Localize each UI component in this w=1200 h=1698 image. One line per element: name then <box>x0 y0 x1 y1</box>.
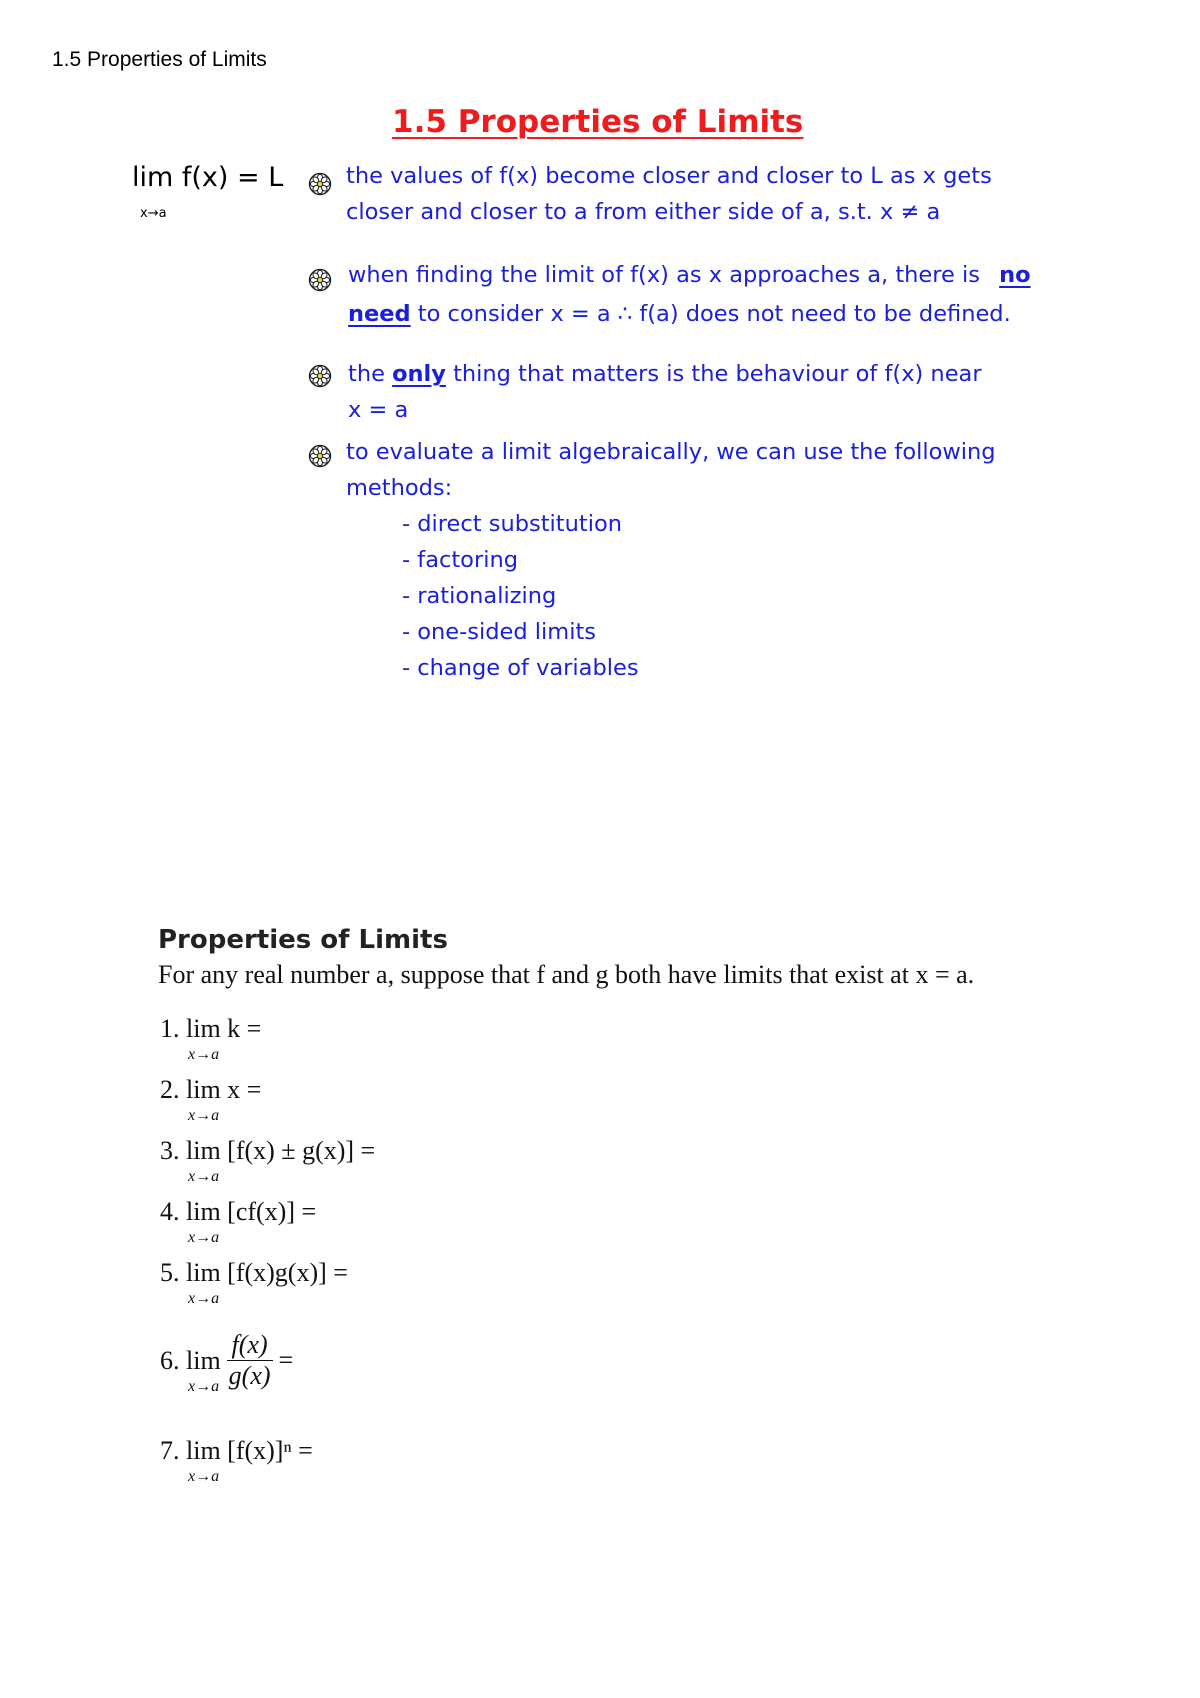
property-7 <box>160 1436 313 1485</box>
bullet-3-line-2: x = a <box>348 397 409 423</box>
method-item: - factoring <box>402 547 518 573</box>
property-6-text: 6. lim <box>160 1345 221 1375</box>
fraction-denominator: g(x) <box>228 1361 271 1390</box>
method-item: - rationalizing <box>402 583 557 609</box>
bullet-2-line-1 <box>348 256 1031 295</box>
page-title: 1.5 Properties of Limits <box>392 104 804 140</box>
flower-bullet-icon <box>308 364 332 388</box>
method-item: - direct substitution <box>402 511 622 537</box>
property-2 <box>160 1075 262 1124</box>
property-5 <box>160 1258 348 1307</box>
bullet-3-text: the <box>348 361 393 387</box>
page-header: 1.5 Properties of Limits <box>52 48 267 71</box>
property-1 <box>160 1014 262 1063</box>
properties-heading: Properties of Limits <box>158 925 448 955</box>
limit-subscript: x→a <box>188 1290 220 1307</box>
bullet-1-line-2: closer and closer to a from either side of a, s.t. x ≠ a <box>346 199 941 225</box>
property-7-text: 7. lim [f(x)]ⁿ = <box>160 1436 313 1465</box>
limit-subscript: x→a <box>188 1107 220 1124</box>
bullet-2 <box>348 256 1031 334</box>
limit-subscript: x→a <box>188 1046 220 1063</box>
method-item: - change of variables <box>402 655 639 681</box>
property-5-text: 5. lim [f(x)g(x)] = <box>160 1258 348 1287</box>
bullet-4-line-1: to evaluate a limit algebraically, we can use the following <box>346 439 996 465</box>
emphasis-only: only <box>392 361 446 387</box>
bullet-2-text: when finding the limit of f(x) as x approaches a, there is <box>348 262 988 288</box>
property-4-text: 4. lim [cf(x)] = <box>160 1197 317 1226</box>
property-3-text: 3. lim [f(x) ± g(x)] = <box>160 1136 376 1165</box>
limit-subscript: x→a <box>188 1468 220 1485</box>
fraction <box>227 1330 273 1391</box>
bullet-3-line-1 <box>348 356 982 392</box>
limit-subscript: x→a <box>188 1377 220 1395</box>
bullet-4-line-2: methods: <box>346 475 453 501</box>
limit-definition <box>132 162 284 221</box>
limit-subscript: x→a <box>188 1168 220 1185</box>
limit-subscript: x→a <box>140 206 167 221</box>
property-2-text: 2. lim x = <box>160 1075 262 1104</box>
flower-bullet-icon <box>308 268 332 292</box>
limit-expression: lim f(x) = L <box>132 162 284 193</box>
bullet-1 <box>346 158 992 230</box>
properties-intro: For any real number a, suppose that f and g both have limits that exist at x = a. <box>158 960 975 989</box>
limit-subscript: x→a <box>188 1229 220 1246</box>
bullet-4 <box>346 434 996 506</box>
flower-bullet-icon <box>308 444 332 468</box>
bullet-2-line-2 <box>348 295 1031 334</box>
bullet-1-line-1: the values of f(x) become closer and closer to L as x gets <box>346 163 992 189</box>
property-3 <box>160 1136 376 1185</box>
bullet-3 <box>348 356 982 428</box>
emphasis-need: need <box>348 301 411 327</box>
property-4 <box>160 1197 317 1246</box>
property-6 <box>160 1330 294 1395</box>
bullet-2-text-end: to consider x = a ∴ f(a) does not need to be defined. <box>410 301 1011 327</box>
equals-sign: = <box>278 1345 294 1375</box>
emphasis-no: no <box>999 262 1031 288</box>
property-1-text: 1. lim k = <box>160 1014 262 1043</box>
method-item: - one-sided limits <box>402 619 597 645</box>
flower-bullet-icon <box>308 172 332 196</box>
bullet-3-text-end: thing that matters is the behaviour of f(x) near <box>445 361 982 387</box>
methods-list <box>402 506 639 686</box>
fraction-numerator: f(x) <box>227 1330 273 1361</box>
